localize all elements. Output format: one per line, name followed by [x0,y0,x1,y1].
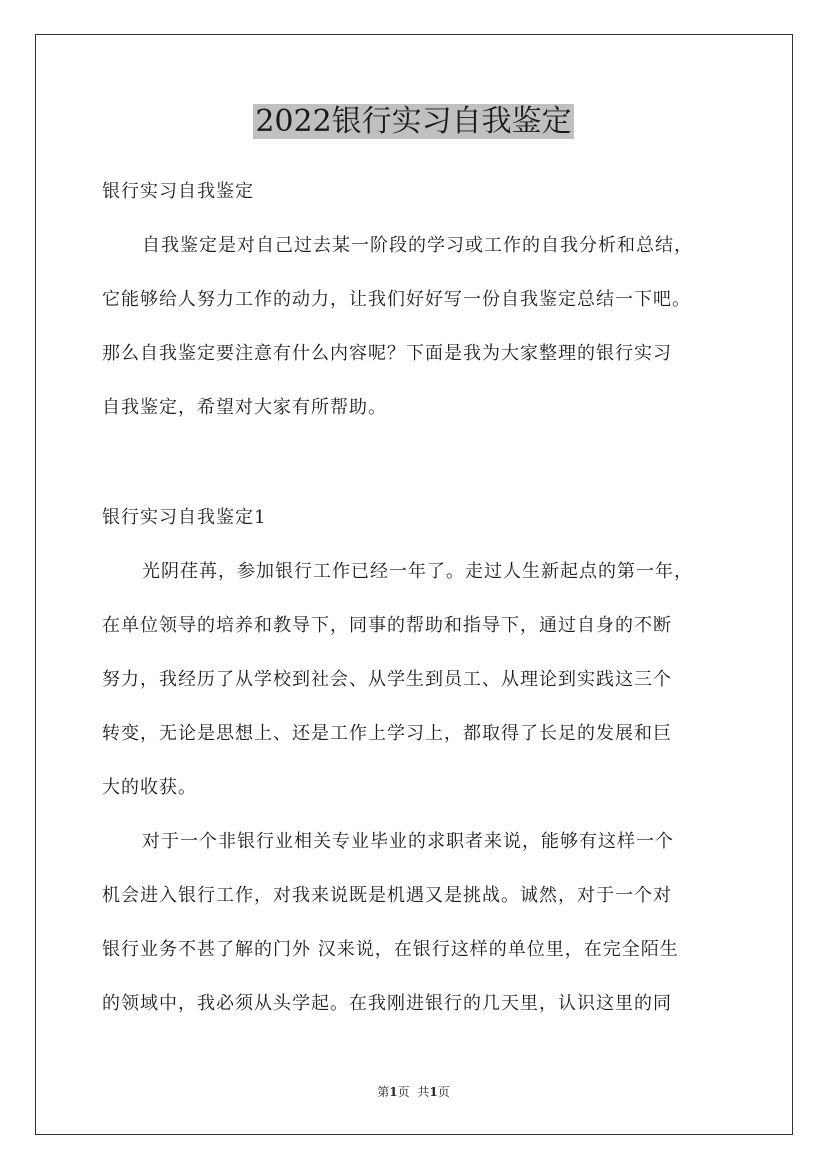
document-body-intro [102,165,728,435]
total-pages: 1 [429,1085,438,1099]
paragraph-line: 机会进入银行工作，对我来说既是机遇又是挑战。诚然，对于一个对 [102,885,672,906]
intro-line: 自我鉴定，希望对大家有所帮助。 [102,397,387,418]
paragraph-line: 对于一个非银行业相关专业毕业的求职者来说，能够有这样一个 [142,831,674,852]
document-body-section-1 [102,491,728,1031]
intro-line: 它能够给人努力工作的动力，让我们好好写一份自我鉴定总结一下吧。 [102,289,691,310]
paragraph-line: 在单位领导的培养和教导下，同事的帮助和指导下，通过自身的不断 [102,615,672,636]
intro-line: 自我鉴定是对自己过去某一阶段的学习或工作的自我分析和总结， [142,235,693,256]
paragraph-line: 光阴荏苒，参加银行工作已经一年了。走过人生新起点的第一年， [142,561,693,582]
paragraph-line: 银行业务不甚了解的门外 汉来说，在银行这样的单位里，在完全陌生 [102,939,679,960]
paragraph-line: 的领域中，我必须从头学起。在我刚进银行的几天里，认识这里的同 [102,993,672,1014]
page-footer [0,1083,827,1101]
paragraph-line: 转变，无论是思想上、还是工作上学习上，都取得了长足的发展和巨 [102,723,672,744]
total-label-prefix: 共 [417,1085,430,1099]
document-subtitle: 银行实习自我鉴定 [102,181,254,202]
section-heading: 银行实习自我鉴定1 [102,507,267,528]
paragraph-line: 努力，我经历了从学校到社会、从学生到员工、从理论到实践这三个 [102,669,672,690]
page-label-prefix: 第 [377,1085,390,1099]
page-label-suffix: 页 [397,1085,410,1099]
paragraph-line: 大的收获。 [102,777,197,798]
page-number: 1 [389,1085,398,1099]
document-title-text: 2022银行实习自我鉴定 [255,104,572,139]
total-label-suffix: 页 [437,1085,450,1099]
document-title [0,100,827,144]
intro-line: 那么自我鉴定要注意有什么内容呢？下面是我为大家整理的银行实习 [102,343,672,364]
